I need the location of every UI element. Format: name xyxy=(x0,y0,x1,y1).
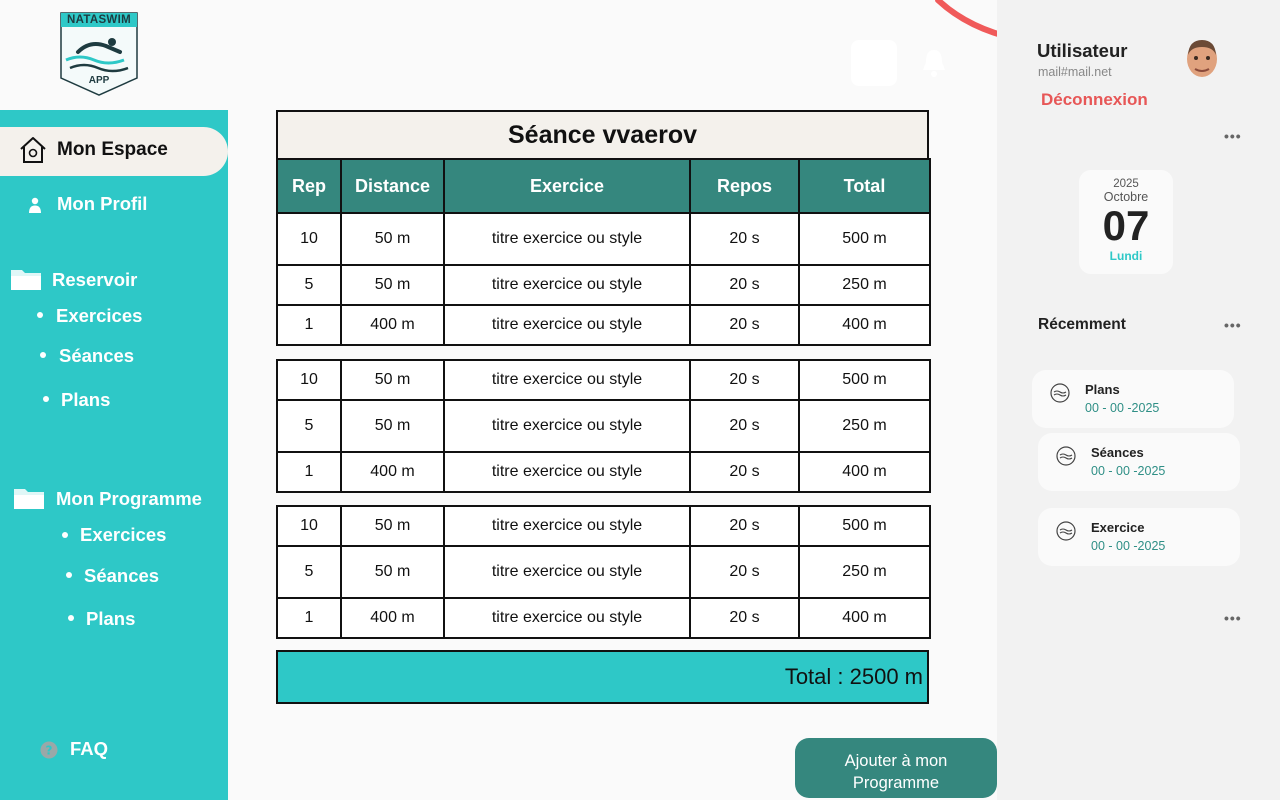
cell-repos: 20 s xyxy=(690,360,799,400)
swim-icon xyxy=(1050,383,1070,403)
cell-rep: 10 xyxy=(277,506,341,546)
sidebar-section-mon-programme[interactable] xyxy=(56,488,202,510)
folder-icon xyxy=(13,486,45,510)
sidebar-item-label: Mon Profil xyxy=(57,193,148,214)
calendar-day: 07 xyxy=(1102,202,1150,249)
table-row[interactable] xyxy=(277,360,930,400)
cell-exercice: titre exercice ou style xyxy=(444,360,690,400)
table-row[interactable] xyxy=(277,400,930,452)
cell-total: 250 m xyxy=(799,400,930,452)
cell-distance: 50 m xyxy=(341,546,444,598)
user-icon xyxy=(28,197,42,213)
recent-item-date: 00 - 00 -2025 xyxy=(1091,539,1166,553)
user-email: mail#mail.net xyxy=(1038,65,1112,79)
cell-exercice: titre exercice ou style xyxy=(444,506,690,546)
column-header-total: Total xyxy=(799,159,930,213)
calendar-month: Octobre xyxy=(1103,190,1149,204)
question-icon xyxy=(40,741,58,759)
more-options-icon[interactable]: ••• xyxy=(1224,128,1242,144)
table-row[interactable] xyxy=(277,305,930,345)
cell-exercice: titre exercice ou style xyxy=(444,452,690,492)
app-logo[interactable] xyxy=(60,12,138,96)
cell-rep: 10 xyxy=(277,360,341,400)
logout-link[interactable]: Déconnexion xyxy=(1041,90,1148,109)
logo-title: NATASWIM xyxy=(67,14,131,26)
search-box-button[interactable] xyxy=(851,40,897,86)
more-options-icon[interactable]: ••• xyxy=(1224,317,1242,333)
cell-repos: 20 s xyxy=(690,598,799,638)
user-name: Utilisateur xyxy=(1037,40,1128,61)
sidebar-item-reservoir-plans[interactable] xyxy=(61,389,110,411)
sidebar-item-label: Exercices xyxy=(80,524,167,545)
cell-distance: 400 m xyxy=(341,305,444,345)
cell-distance: 400 m xyxy=(341,452,444,492)
seance-total: Total : 2500 m xyxy=(276,650,929,704)
cell-rep: 1 xyxy=(277,598,341,638)
recent-item-date: 00 - 00 -2025 xyxy=(1085,401,1160,415)
cell-total: 400 m xyxy=(799,452,930,492)
cell-exercice: titre exercice ou style xyxy=(444,400,690,452)
cell-total: 500 m xyxy=(799,506,930,546)
folder-icon xyxy=(10,267,42,291)
sidebar xyxy=(0,110,228,800)
bullet-icon xyxy=(43,396,49,402)
cell-exercice: titre exercice ou style xyxy=(444,265,690,305)
table-row[interactable] xyxy=(277,506,930,546)
cell-total: 500 m xyxy=(799,360,930,400)
sidebar-item-label: Plans xyxy=(61,389,111,410)
sidebar-item-label: FAQ xyxy=(70,738,109,759)
bell-icon[interactable] xyxy=(919,47,949,79)
recent-title: Récemment xyxy=(1038,316,1126,333)
swim-icon xyxy=(1056,446,1076,466)
add-to-programme-button[interactable] xyxy=(795,738,997,798)
seance-table-block-1 xyxy=(276,158,931,346)
sidebar-section-label: Reservoir xyxy=(52,269,138,290)
cell-distance: 50 m xyxy=(341,506,444,546)
cell-distance: 50 m xyxy=(341,265,444,305)
cell-total: 400 m xyxy=(799,598,930,638)
cell-rep: 5 xyxy=(277,546,341,598)
sidebar-section-label: Mon Programme xyxy=(56,488,202,509)
calendar-card xyxy=(1079,170,1173,274)
column-header-repos: Repos xyxy=(690,159,799,213)
recent-item-seances[interactable] xyxy=(1038,433,1240,491)
recent-item-plans[interactable] xyxy=(1032,370,1234,428)
cell-total: 400 m xyxy=(799,305,930,345)
cell-distance: 50 m xyxy=(341,360,444,400)
calendar-year: 2025 xyxy=(1113,178,1139,190)
cell-repos: 20 s xyxy=(690,213,799,265)
cell-repos: 20 s xyxy=(690,452,799,492)
cell-distance: 50 m xyxy=(341,400,444,452)
sidebar-item-label: Mon Espace xyxy=(57,139,168,160)
calendar-weekday: Lundi xyxy=(1109,249,1143,263)
cell-repos: 20 s xyxy=(690,265,799,305)
recent-item-title: Plans xyxy=(1085,382,1120,397)
cell-exercice: titre exercice ou style xyxy=(444,305,690,345)
cell-rep: 5 xyxy=(277,400,341,452)
table-row[interactable] xyxy=(277,265,930,305)
svg-text:?: ? xyxy=(45,743,53,758)
cell-total: 500 m xyxy=(799,213,930,265)
sidebar-item-label: Séances xyxy=(84,565,160,586)
house-icon xyxy=(18,135,48,165)
cell-repos: 20 s xyxy=(690,546,799,598)
add-button-label-line2: Programme xyxy=(852,774,940,792)
cell-distance: 400 m xyxy=(341,598,444,638)
recent-item-date: 00 - 00 -2025 xyxy=(1091,464,1166,478)
seance-table-block-3 xyxy=(276,505,931,639)
cell-repos: 20 s xyxy=(690,305,799,345)
avatar[interactable] xyxy=(1183,37,1221,79)
cell-exercice: titre exercice ou style xyxy=(444,546,690,598)
cell-total: 250 m xyxy=(799,265,930,305)
cell-exercice: titre exercice ou style xyxy=(444,598,690,638)
seance-table-block-2 xyxy=(276,359,931,493)
add-button-label-line1: Ajouter à mon xyxy=(844,752,948,770)
cell-exercice: titre exercice ou style xyxy=(444,213,690,265)
table-row[interactable] xyxy=(277,213,930,265)
bullet-icon xyxy=(66,572,72,578)
cell-repos: 20 s xyxy=(690,400,799,452)
table-row[interactable] xyxy=(277,598,930,638)
seance-title: Séance vvaerov xyxy=(276,110,929,158)
column-header-rep: Rep xyxy=(277,159,341,213)
sidebar-item-label: Plans xyxy=(86,608,136,629)
recent-item-title: Séances xyxy=(1091,445,1144,460)
bullet-icon xyxy=(40,352,46,358)
column-header-distance: Distance xyxy=(341,159,444,213)
cell-distance: 50 m xyxy=(341,213,444,265)
table-row[interactable] xyxy=(277,546,930,598)
cell-total: 250 m xyxy=(799,546,930,598)
cell-rep: 1 xyxy=(277,452,341,492)
sidebar-section-reservoir[interactable] xyxy=(52,269,137,291)
sidebar-item-programme-plans[interactable] xyxy=(86,608,135,630)
bullet-icon xyxy=(62,532,68,538)
seance-table xyxy=(276,110,929,346)
sidebar-item-programme-seances[interactable] xyxy=(84,565,159,587)
sidebar-item-programme-exercices[interactable] xyxy=(80,524,166,546)
cell-rep: 10 xyxy=(277,213,341,265)
cell-rep: 1 xyxy=(277,305,341,345)
swim-icon xyxy=(1056,521,1076,541)
bullet-icon xyxy=(37,312,43,318)
sidebar-item-label: Séances xyxy=(59,345,135,366)
recent-item-title: Exercice xyxy=(1091,520,1145,535)
sidebar-item-reservoir-exercices[interactable] xyxy=(56,305,142,327)
sidebar-item-label: Exercices xyxy=(56,305,143,326)
table-row[interactable] xyxy=(277,452,930,492)
column-header-exercice: Exercice xyxy=(444,159,690,213)
table-header-row xyxy=(277,159,930,213)
bullet-icon xyxy=(68,615,74,621)
cell-repos: 20 s xyxy=(690,506,799,546)
sidebar-item-reservoir-seances[interactable] xyxy=(59,345,134,367)
sidebar-item-mon-espace[interactable] xyxy=(0,127,228,176)
cell-rep: 5 xyxy=(277,265,341,305)
more-options-icon[interactable]: ••• xyxy=(1224,610,1242,626)
logo-subtitle: APP xyxy=(88,75,110,86)
recent-item-exercice[interactable] xyxy=(1038,508,1240,566)
